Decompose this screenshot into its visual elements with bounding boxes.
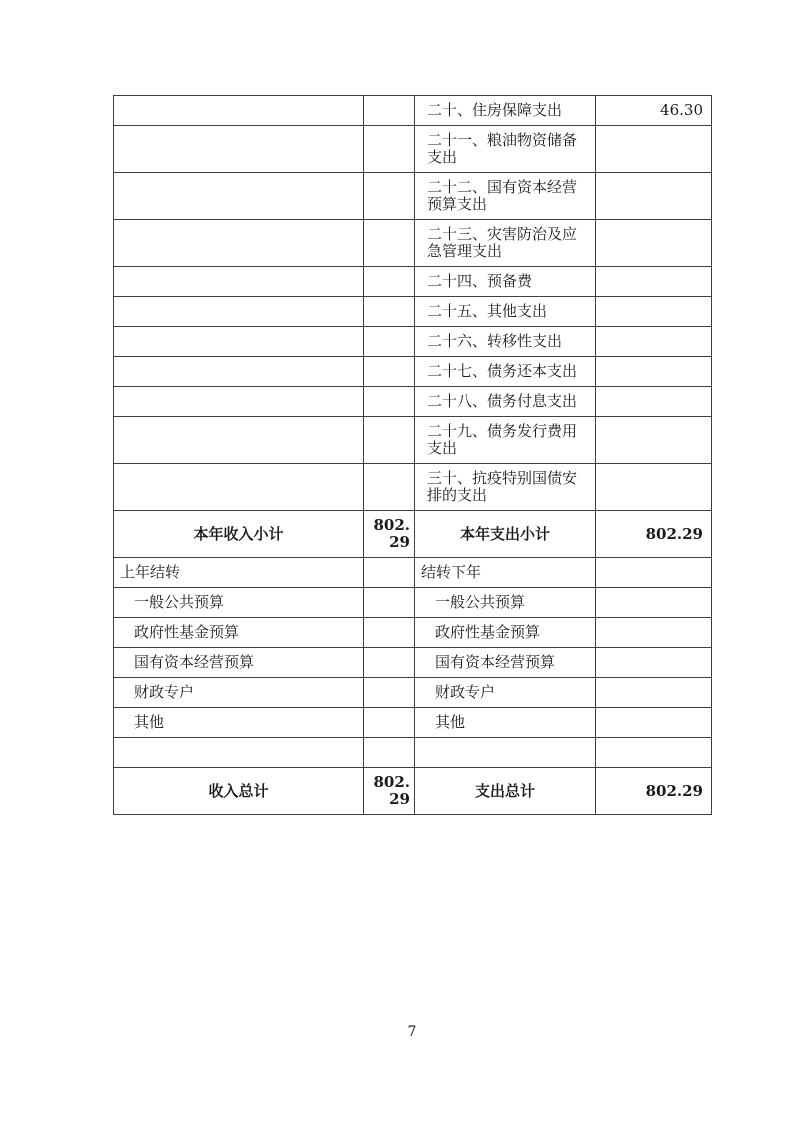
income-value-cell	[364, 558, 415, 588]
income-value-cell	[364, 417, 415, 464]
table-row	[114, 558, 712, 588]
table-row	[114, 220, 712, 267]
expense-label-cell	[415, 738, 596, 768]
expense-label-cell: 国有资本经营预算	[415, 648, 596, 678]
income-value-cell: 802.29	[364, 768, 415, 815]
income-label-cell	[114, 464, 364, 511]
expense-label-cell: 本年支出小计	[415, 511, 596, 558]
income-value-cell	[364, 708, 415, 738]
income-value-cell	[364, 173, 415, 220]
income-value-cell	[364, 126, 415, 173]
table-row	[114, 297, 712, 327]
income-value-cell	[364, 588, 415, 618]
budget-table	[113, 95, 712, 815]
expense-value-cell	[596, 618, 712, 648]
expense-value-cell	[596, 708, 712, 738]
income-value-cell	[364, 96, 415, 126]
income-value-cell	[364, 464, 415, 511]
table-row	[114, 96, 712, 126]
expense-label-cell: 其他	[415, 708, 596, 738]
expense-label-cell: 二十、住房保障支出	[415, 96, 596, 126]
expense-label-cell: 二十七、债务还本支出	[415, 357, 596, 387]
income-value-cell	[364, 297, 415, 327]
table-row	[114, 357, 712, 387]
income-label-cell: 本年收入小计	[114, 511, 364, 558]
expense-label-cell: 政府性基金预算	[415, 618, 596, 648]
expense-label-cell: 二十三、灾害防治及应急管理支出	[415, 220, 596, 267]
expense-label-cell: 二十一、粮油物资储备支出	[415, 126, 596, 173]
expense-value-cell	[596, 220, 712, 267]
expense-label-cell: 二十九、债务发行费用支出	[415, 417, 596, 464]
expense-value-cell	[596, 327, 712, 357]
expense-value-cell	[596, 464, 712, 511]
expense-value-cell	[596, 297, 712, 327]
income-label-cell: 财政专户	[114, 678, 364, 708]
table-row	[114, 618, 712, 648]
expense-value-cell	[596, 588, 712, 618]
income-label-cell: 国有资本经营预算	[114, 648, 364, 678]
table-row	[114, 648, 712, 678]
expense-label-cell: 三十、抗疫特别国债安排的支出	[415, 464, 596, 511]
income-value-cell	[364, 618, 415, 648]
income-label-cell	[114, 126, 364, 173]
expense-label-cell: 二十四、预备费	[415, 267, 596, 297]
income-value-cell	[364, 738, 415, 768]
table-row	[114, 738, 712, 768]
expense-value-cell: 802.29	[596, 768, 712, 815]
expense-label-cell: 二十二、国有资本经营预算支出	[415, 173, 596, 220]
table-row	[114, 267, 712, 297]
expense-value-cell	[596, 267, 712, 297]
income-label-cell	[114, 297, 364, 327]
table-row	[114, 126, 712, 173]
income-label-cell: 其他	[114, 708, 364, 738]
page-number: 7	[407, 1024, 417, 1040]
income-value-cell	[364, 220, 415, 267]
income-label-cell	[114, 96, 364, 126]
table-row	[114, 173, 712, 220]
income-label-cell	[114, 357, 364, 387]
expense-value-cell	[596, 648, 712, 678]
income-label-cell: 一般公共预算	[114, 588, 364, 618]
income-value-cell	[364, 327, 415, 357]
income-value-cell	[364, 387, 415, 417]
table-row	[114, 464, 712, 511]
table-row	[114, 327, 712, 357]
income-value-cell	[364, 267, 415, 297]
expense-label-cell: 财政专户	[415, 678, 596, 708]
expense-label-cell: 支出总计	[415, 768, 596, 815]
income-label-cell	[114, 220, 364, 267]
income-label-cell	[114, 387, 364, 417]
table-row	[114, 768, 712, 815]
expense-value-cell	[596, 558, 712, 588]
table-row	[114, 511, 712, 558]
expense-value-cell	[596, 678, 712, 708]
income-label-cell	[114, 267, 364, 297]
income-label-cell: 上年结转	[114, 558, 364, 588]
table-row	[114, 678, 712, 708]
income-value-cell	[364, 648, 415, 678]
income-label-cell	[114, 173, 364, 220]
table-row	[114, 417, 712, 464]
expense-value-cell	[596, 357, 712, 387]
expense-value-cell	[596, 417, 712, 464]
expense-label-cell: 一般公共预算	[415, 588, 596, 618]
table-row	[114, 387, 712, 417]
income-label-cell: 收入总计	[114, 768, 364, 815]
expense-value-cell	[596, 173, 712, 220]
expense-value-cell	[596, 126, 712, 173]
table-row	[114, 708, 712, 738]
income-label-cell	[114, 417, 364, 464]
income-value-cell	[364, 678, 415, 708]
table-row	[114, 588, 712, 618]
expense-label-cell: 二十八、债务付息支出	[415, 387, 596, 417]
expense-value-cell	[596, 387, 712, 417]
budget-table-body	[114, 96, 712, 815]
expense-value-cell: 46.30	[596, 96, 712, 126]
expense-label-cell: 结转下年	[415, 558, 596, 588]
expense-value-cell	[596, 738, 712, 768]
income-label-cell	[114, 738, 364, 768]
expense-label-cell: 二十五、其他支出	[415, 297, 596, 327]
income-value-cell	[364, 357, 415, 387]
income-label-cell: 政府性基金预算	[114, 618, 364, 648]
income-label-cell	[114, 327, 364, 357]
expense-label-cell: 二十六、转移性支出	[415, 327, 596, 357]
expense-value-cell: 802.29	[596, 511, 712, 558]
income-value-cell: 802.29	[364, 511, 415, 558]
